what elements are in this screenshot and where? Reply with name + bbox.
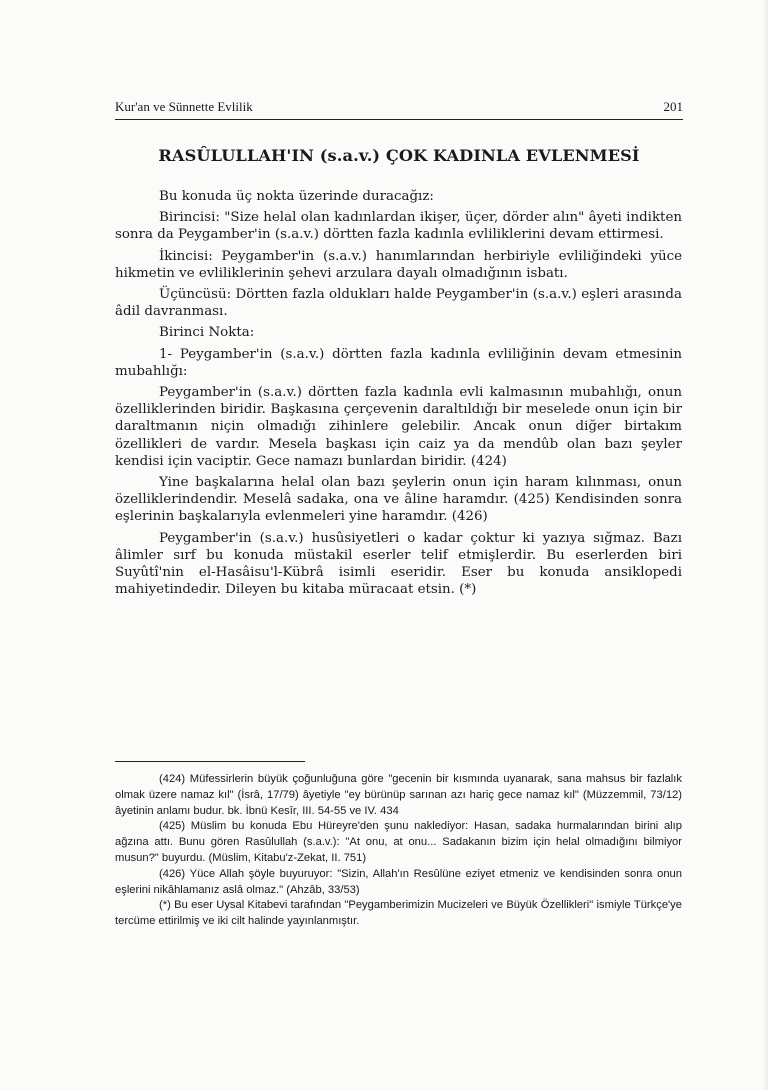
- page-number: 201: [663, 99, 683, 114]
- paragraph: Peygamber'in (s.a.v.) husûsiyetleri o kadar çoktur ki yazıya sığmaz. Bazı âlimler sırf bu konuda müstakil eserler telif etmişlerdir. Bu eserlerden biri Suyûtî'nin el-Hasâisu'l-Kübrâ isimli eseridir. Eser bu konuda ansiklopedi mahiyetindedir. Dileyen bu kitaba müracaat etsin. (*): [115, 530, 682, 598]
- body-text: [115, 188, 682, 602]
- section-heading: Birinci Nokta:: [159, 325, 255, 341]
- book-title: Kur'an ve Sünnette Evlilik: [115, 99, 253, 114]
- chapter-title: RASÛLULLAH'IN (s.a.v.) ÇOK KADINLA EVLENMESİ: [158, 146, 640, 165]
- paragraph: Üçüncüsü: Dörtten fazla oldukları halde Peygamber'in (s.a.v.) eşleri arasında âdil davranması.: [115, 287, 682, 320]
- footnote: (426) Yüce Allah şöyle buyuruyor: "Sizin, Allah'ın Resûlüne eziyet etmeniz ve kendisinden sonra onun eşlerini nikâhlamanız aslâ olmaz." (Ahzâb, 33/53): [115, 867, 682, 896]
- paragraph: Bu konuda üç nokta üzerinde duracağız:: [159, 189, 434, 204]
- footnote: (*) Bu eser Uysal Kitabevi tarafından "Peygamberimizin Mucizeleri ve Büyük Özellikleri" ismiyle Türkçe'ye tercüme ettirilmiş ve iki cilt halinde yayınlanmıştır.: [115, 899, 682, 928]
- footnote: (425) Müslim bu konuda Ebu Hüreyre'den şunu naklediyor: Hasan, sadaka hurmalarından birini alıp ağzına attı. Bunu gören Rasûlullah (s.a.v.): "At onu, at onu... Sadakanın bizim için helal olmadığını bilmiyor musun?" buyurdu. (Müslim, Kitabu'z-Zekat, II. 751): [115, 820, 682, 864]
- page-edge-shadow: [762, 0, 768, 1090]
- footnote-divider: [115, 761, 305, 762]
- footnotes: [115, 772, 682, 930]
- paragraph: 1- Peygamber'in (s.a.v.) dörtten fazla kadınla evliliğinin devam etmesinin mubahlığı:: [115, 346, 682, 379]
- paragraph: Peygamber'in (s.a.v.) dörtten fazla kadınla evli kalmasının mubahlığı, onun özelliklerinden biridir. Başkasına çerçevenin daraltıldığı bir meselede onun için bir daraltmanın niçin olmadığı zihinlere gelebilir. Ancak onun diğer birtakım özellikleri de vardır. Mesela başkası için caiz ya da mendûb olan bazı şeyler kendisi için vaciptir. Gece namazı bunlardan biridir. (424): [115, 385, 682, 469]
- paragraph: İkincisi: Peygamber'in (s.a.v.) hanımlarından herbiriyle evliliğindeki yüce hikmetin ve evliliklerinin şehevi arzulara dayalı olmadığının isbatı.: [115, 248, 682, 281]
- running-header: [115, 97, 683, 120]
- footnote: (424) Müfessirlerin büyük çoğunluğuna göre "gecenin bir kısmında uyanarak, sana mahsus bir fazlalık olmak üzere namaz kıl" (İsrâ, 17/79) âyetiyle "ey bürünüp sarınan azı hariç gece namaz kıl" (Müzzemmil, 73/12) âyetinin anlamı budur. bk. İbnü Kesîr, III. 54-55 ve IV. 434: [115, 773, 682, 817]
- paragraph: Birincisi: "Size helal olan kadınlardan ikişer, üçer, dörder alın" âyeti indikten sonra da Peygamber'in (s.a.v.) dörtten fazla kadınla evliliklerini devam ettirmesi.: [115, 210, 682, 243]
- paragraph: Yine başkalarına helal olan bazı şeylerin onun için haram kılınması, onun özelliklerindendir. Meselâ sadaka, ona ve âline haramdır. (425) Kendisinden sonra eşlerinin başkalarıyla evlenmeleri yine haramdır. (426): [115, 475, 682, 525]
